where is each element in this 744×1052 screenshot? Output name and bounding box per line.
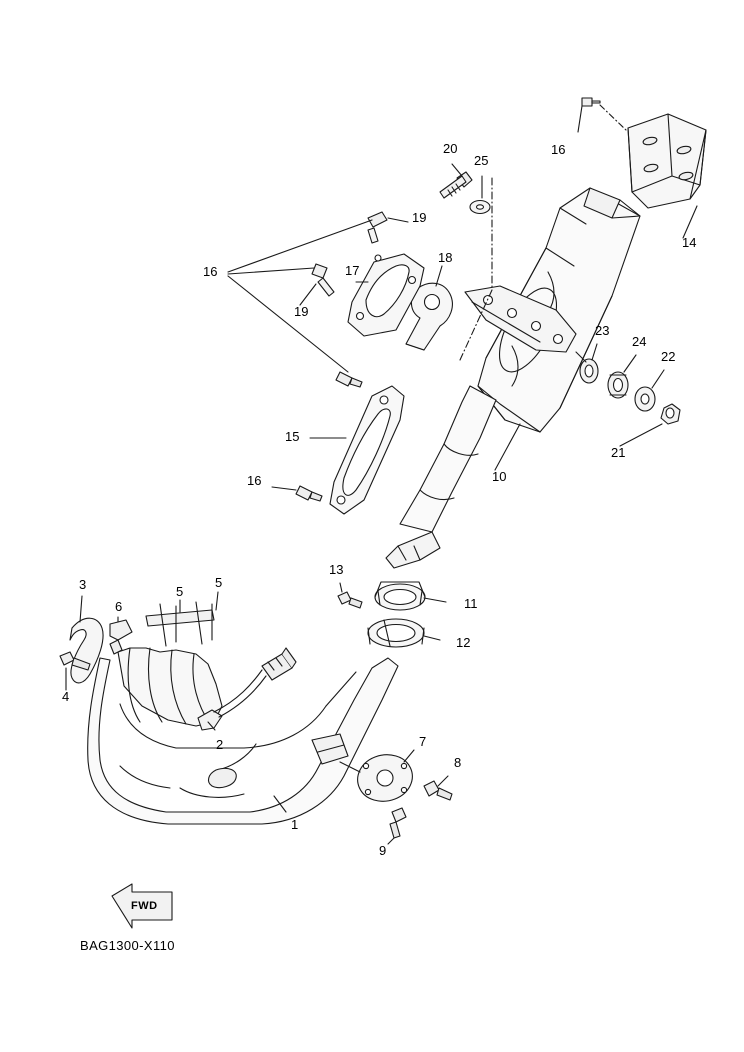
callout-19-b: 19 [294,304,309,319]
leader-7 [404,750,414,762]
leader-5-b [216,592,218,610]
callout-1: 1 [291,817,299,832]
callout-24: 24 [632,334,647,349]
callout-21: 21 [611,445,626,460]
part-16-bolt-lower [296,486,322,501]
leader-24 [624,355,636,372]
part-16-bolt-mid [336,372,362,387]
leader-21 [620,424,662,446]
leader-19-top [388,218,408,222]
part-25-washer [470,201,490,214]
part-13-bolt [338,592,362,608]
part-23-grommet [580,359,598,383]
callout-6: 6 [115,599,123,614]
callout-19-a: 19 [412,210,427,225]
part-1-header-pipes [88,648,398,824]
leader-14 [683,206,697,238]
leader-3 [80,596,82,622]
callout-7: 7 [419,734,427,749]
leader-23 [592,344,597,360]
leader-11 [424,598,446,602]
part-14-end-cap [628,114,706,208]
callout-23: 23 [595,323,610,338]
mid-pipe [386,386,496,568]
leader-10 [495,424,520,470]
callout-8: 8 [454,755,462,770]
callout-12: 12 [456,635,471,650]
callout-16-b: 16 [203,264,218,279]
part-12-clamp [368,619,424,647]
leader-18 [436,266,442,286]
fwd-arrow-label: FWD [131,900,158,912]
callout-20: 20 [443,141,458,156]
callout-11: 11 [464,596,478,611]
leader-19-left [300,284,316,305]
callout-25: 25 [474,153,489,168]
part-11-ring [375,582,425,610]
part-24-collar [608,372,628,398]
axis-16-top [600,105,626,130]
part-22-washer [635,387,655,411]
callout-13: 13 [329,562,344,577]
leader-20 [452,164,462,176]
callout-14: 14 [682,235,697,250]
leader-13 [340,583,342,592]
part-8-bolt [424,781,452,800]
callout-4: 4 [62,689,70,704]
callout-10: 10 [492,469,507,484]
part-19-stud-left [312,264,334,296]
part-16-bolt-top [582,98,600,106]
leader-16-lower [272,487,296,490]
callout-18: 18 [438,250,453,265]
callout-3: 3 [79,577,87,592]
part-20-bolt [440,172,472,198]
callout-16-c: 16 [247,473,262,488]
leader-16-top [578,106,582,132]
part-21-nut [661,404,680,424]
callout-9: 9 [379,843,387,858]
callout-5-a: 5 [176,584,184,599]
leader-22 [652,370,664,388]
callout-16-a: 16 [551,142,566,157]
callout-5-b: 5 [215,575,223,590]
leader-16-a [228,268,314,274]
callout-17: 17 [345,263,360,278]
leader-9 [388,838,394,844]
part-9-bolt [390,808,406,838]
leader-8 [438,776,448,786]
callout-15: 15 [285,429,300,444]
callout-2: 2 [216,737,224,752]
callout-22: 22 [661,349,676,364]
part-19-stud-top [368,212,387,243]
part-15-heat-shield [330,386,404,514]
diagram-part-code: BAG1300-X110 [80,938,175,953]
leader-12 [424,636,440,640]
